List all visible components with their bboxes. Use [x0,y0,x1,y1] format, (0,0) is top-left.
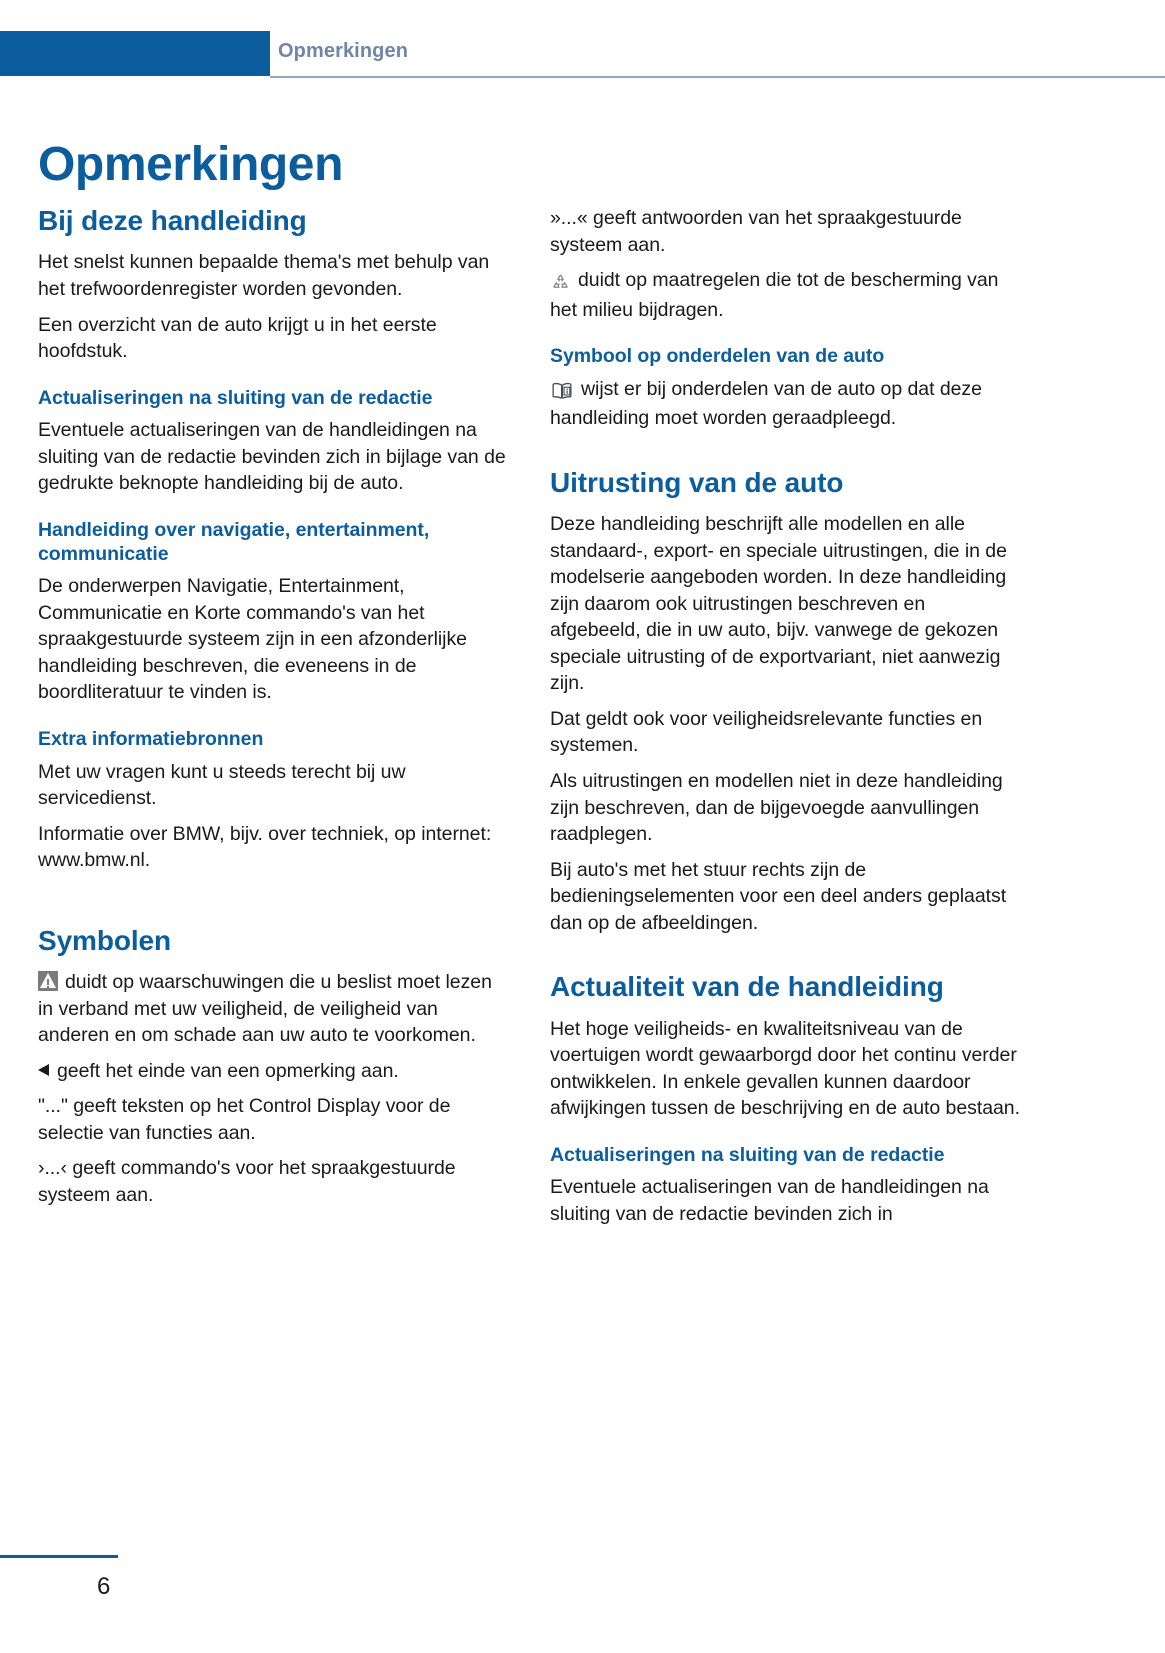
heading-bij-deze-handleiding: Bij deze handleiding [38,205,307,236]
section-spacer [550,441,1020,467]
heading-actualiteit-van-de-handleiding: Actualiteit van de handleiding [550,971,944,1003]
symbol-entry-answers: »...« geeft antwoorden van het spraakgestuurde systeem aan. [550,207,962,256]
left-column [38,205,508,1217]
symbol-entry-text: duidt op maatregelen die tot de bescherming van het milieu bijdragen. [550,269,999,321]
symbol-entry-book [550,376,1020,432]
symbol-entry-quotes: "..." geeft teksten op het Control Display voor de selectie van functies aan. [38,1095,451,1144]
heading-symbool-op-onderdelen: Symbool op onderdelen van de auto [550,345,885,368]
page-running-header [0,31,1165,77]
paragraph: Het snelst kunnen bepaalde thema's met behulp van het trefwoordenregister worden gevonden. [38,251,490,300]
heading-symbolen: Symbolen [38,924,172,956]
section-spacer [550,945,1020,971]
paragraph: Als uitrustingen en modellen niet in deze handleiding zijn beschreven, dan de bijgevoegde aanvullingen raadplegen. [550,769,1003,846]
running-header-title: Opmerkingen [278,40,409,62]
heading-actualiseringen-na-sluiting: Actualiseringen na sluiting van de redactie [38,386,433,409]
page-body [38,205,1128,1465]
paragraph: Eventuele actualiseringen van de handleidingen na sluiting van de redactie bevinden zich in [550,1176,989,1225]
paragraph: Bij auto's met het stuur rechts zijn de bedieningselementen voor een deel anders geplaatst dan op de afbeeldingen. [550,858,1007,934]
paragraph: Deze handleiding beschrijft alle modellen en alle standaard-, export- en speciale uitrustingen, die in de modelserie aangeboden worden. In deze handleiding zijn daarom ook uitrustingen beschreven en afgebeeld, die in uw auto, bijv. vanwege de gekozen speciale uitrusting of de exportvariant, niet aanwezig zijn. [550,513,1007,695]
symbol-entry-text: duidt op waarschuwingen die u beslist moet lezen in verband met uw veiligheid, de veiligheid van anderen en om schade aan uw auto te voorkomen. [38,971,492,1047]
symbol-entry-environment [550,267,1020,323]
paragraph: Met uw vragen kunt u steeds terecht bij uw servicedienst. [38,760,406,810]
paragraph: Het hoge veiligheids- en kwaliteitsniveau van de voertuigen wordt gewaarborgd door het continu verder ontwikkelen. In enkele gevallen kunnen daardoor afwijkingen tussen de beschrijving en de auto bestaan. [550,1017,1020,1120]
symbol-entry-text: wijst er bij onderdelen van de auto op dat deze handleiding moet worden geraadpleegd. [550,377,982,430]
heading-uitrusting-van-de-auto: Uitrusting van de auto [550,466,844,498]
symbol-entry-text: geeft het einde van een opmerking aan. [57,1059,399,1082]
recycling-icon [550,270,571,297]
heading-handleiding-navigatie: Handleiding over navigatie, entertainment, communicatie [38,518,430,565]
paragraph: Een overzicht van de auto krijgt u in het eerste hoofdstuk. [38,313,437,363]
symbol-entry-commands: ›...‹ geeft commando's voor het spraakgestuurde systeem aan. [38,1157,456,1206]
book-info-icon [550,379,574,406]
end-of-note-arrow-icon [38,1064,49,1076]
page-number: 6 [97,1573,111,1600]
warning-triangle-icon [38,971,58,991]
header-accent-block [0,31,270,76]
footer-divider [0,1555,118,1558]
paragraph: Eventuele actualiseringen van de handleidingen na sluiting van de redactie bevinden zich in bijlage van de gedrukte beknopte handleiding bij de auto. [38,419,506,495]
heading-extra-informatiebronnen: Extra informatiebronnen [38,728,264,750]
paragraph: De onderwerpen Navigatie, Entertainment, Communicatie en Korte commando's van het spraakgestuurde systeem zijn in een afzonderlijke handleiding beschreven, die eveneens in de boordliteratuur te vinden is. [38,575,467,704]
page-footer [0,1533,1165,1653]
right-column [550,205,1020,1236]
heading-actualiseringen-na-sluiting-2: Actualiseringen na sluiting van de redactie [550,1143,945,1166]
page-title: Opmerkingen [38,138,343,192]
symbol-entry-endnote [38,1058,508,1085]
paragraph: Informatie over BMW, bijv. over techniek, op internet: www.bmw.nl. [38,822,492,872]
section-spacer [38,883,508,925]
symbol-entry-warning [38,969,508,1049]
paragraph: Dat geldt ook voor veiligheidsrelevante functies en systemen. [550,707,983,757]
header-divider [270,76,1165,78]
